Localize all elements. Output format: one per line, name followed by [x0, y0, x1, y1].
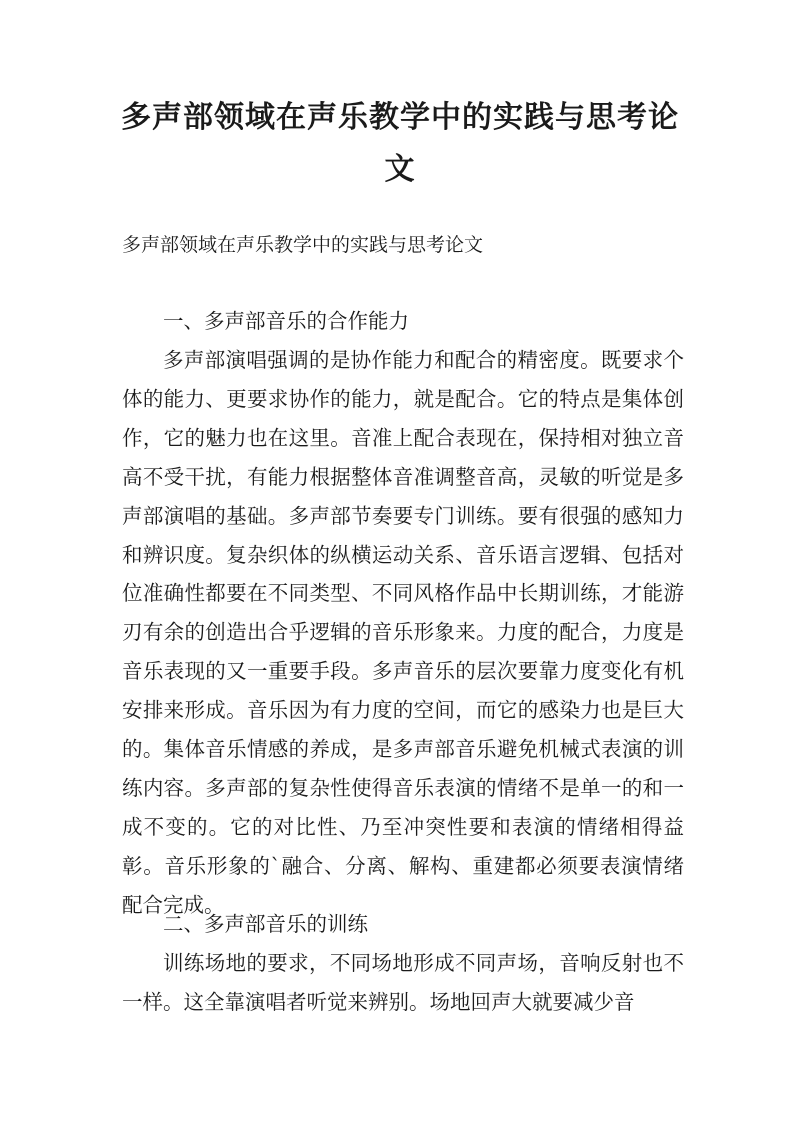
- document-subtitle: 多声部领域在声乐教学中的实践与思考论文: [122, 234, 484, 256]
- section-paragraph-1: 多声部演唱强调的是协作能力和配合的精密度。既要求个体的能力、更要求协作的能力，就是配合。它的特点是集体创作，它的魅力也在这里。音准上配合表现在，保持相对独立音高不受干扰，有能力根据整体音准调整音高，灵敏的听觉是多声部演唱的基础。多声部节奏要专门训练。要有很强的感知力和辨识度。复杂织体的纵横运动关系、音乐语言逻辑、包括对位准确性都要在不同类型、不同风格作品中长期训练，才能游刃有余的创造出合乎逻辑的音乐形象来。力度的配合，力度是音乐表现的又一重要手段。多声音乐的层次要靠力度变化有机安排来形成。音乐因为有力度的空间，而它的感染力也是巨大的。集体音乐情感的养成，是多声部音乐避免机械式表演的训练内容。多声部的复杂性使得音乐表演的情绪不是单一的和一成不变的。它的对比性、乃至冲突性要和表演的情绪相得益彰。音乐形象的`融合、分离、解构、重建都必须要表演情绪配合完成。: [122, 348, 684, 917]
- document-title: 多声部领域在声乐教学中的实践与思考论文: [121, 100, 679, 187]
- section-heading-1: 一、多声部音乐的合作能力: [163, 309, 409, 333]
- section-heading-2: 二、多声部音乐的训练: [163, 912, 368, 936]
- section-paragraph-2: 训练场地的要求，不同场地形成不同声场，音响反射也不一样。这全靠演唱者听觉来辨别。场地回声大就要减少音: [122, 951, 684, 1014]
